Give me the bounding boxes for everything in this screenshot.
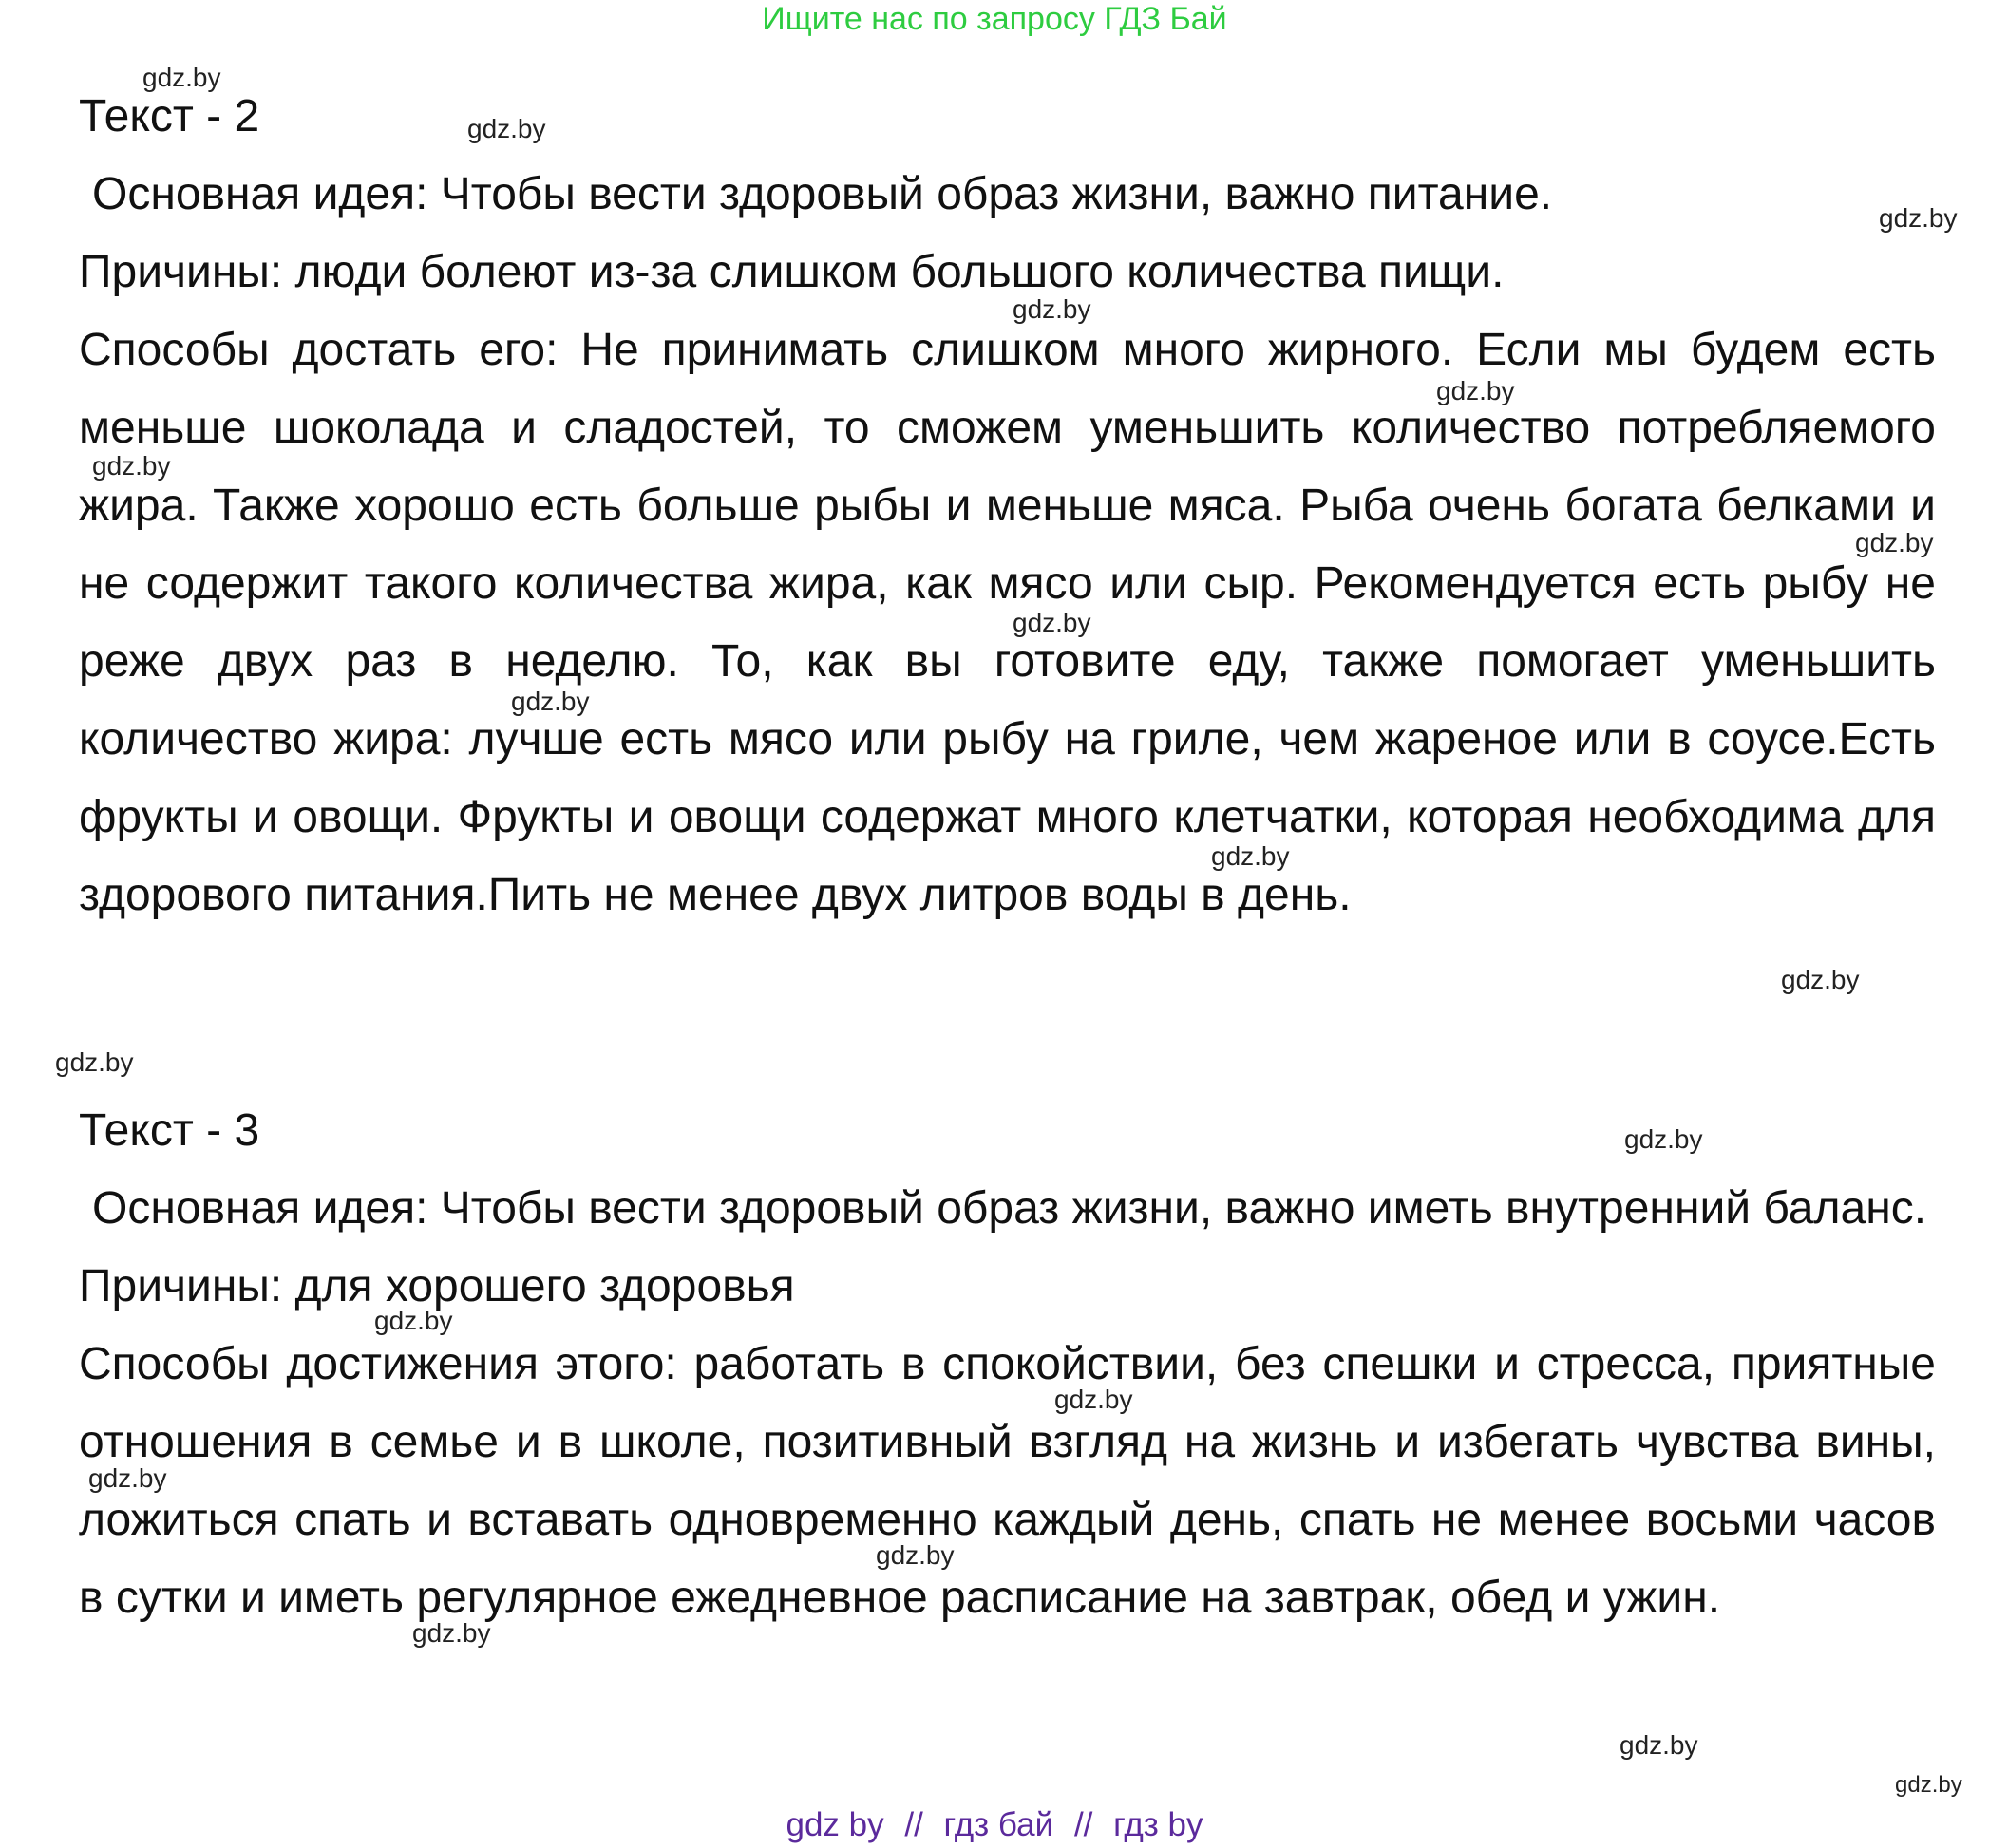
watermark: gdz.by xyxy=(1211,841,1290,871)
watermark: gdz.by xyxy=(1620,1730,1698,1760)
watermark: gdz.by xyxy=(142,63,221,92)
watermark: gdz.by xyxy=(88,1463,167,1493)
watermark: gdz.by xyxy=(412,1618,491,1648)
text-3-main-idea: Основная идея: Чтобы вести здоровый образ жизни, важно иметь внутренний баланс. xyxy=(92,1183,1927,1234)
footer-separator: // xyxy=(1073,1806,1093,1843)
watermark: gdz.by xyxy=(1436,376,1515,405)
text-3-heading: Текст - 3 xyxy=(79,1105,260,1156)
watermark: gdz.by xyxy=(1624,1124,1703,1154)
top-banner: Ищите нас по запросу ГДЗ Бай xyxy=(762,1,1227,37)
footer-link-gdz-bai[interactable]: гдз бай xyxy=(943,1806,1054,1843)
watermark: gdz.by xyxy=(1013,608,1091,637)
watermark: gdz.by xyxy=(1879,203,1958,233)
text-2-section xyxy=(79,78,1936,934)
watermark: gdz.by xyxy=(1013,294,1091,324)
text-3-methods: Способы достижения этого: работать в спокойствии, без спешки и стресса, приятные отношения в семье и в школе, позитивный взгляд на жизнь и избегать чувства вины, ложиться спать и вставать одновременно каждый день, спать не менее восьми часов в сутки и иметь регулярное ежедневное расписание на завтрак, обед и ужин. xyxy=(79,1339,1936,1623)
text-3-reasons: Причины: для хорошего здоровья xyxy=(79,1261,795,1311)
text-2-main-idea: Основная идея: Чтобы вести здоровый образ жизни, важно питание. xyxy=(92,169,1553,219)
footer-separator: // xyxy=(904,1806,923,1843)
watermark: gdz.by xyxy=(876,1540,955,1570)
watermark: gdz.by xyxy=(467,114,546,143)
watermark: gdz.by xyxy=(1054,1385,1133,1414)
text-2-reasons: Причины: люди болеют из-за слишком большого количества пищи. xyxy=(79,247,1505,297)
footer-link-gdz-by-cyr[interactable]: гдз by xyxy=(1113,1806,1203,1843)
watermark: gdz.by xyxy=(511,687,590,716)
watermark: gdz.by xyxy=(92,451,171,481)
watermark: gdz.by xyxy=(1855,528,1934,557)
watermark: gdz.by xyxy=(374,1306,453,1335)
watermark: gdz.by xyxy=(1895,1772,1962,1798)
watermark: gdz.by xyxy=(1781,965,1860,994)
footer-link-gdz-by[interactable]: gdz by xyxy=(786,1806,884,1843)
footer-links xyxy=(0,1806,1989,1844)
watermark: gdz.by xyxy=(55,1047,134,1077)
text-3-section xyxy=(79,1092,1936,1637)
text-2-heading: Текст - 2 xyxy=(79,91,260,141)
text-2-methods: Способы достать его: Не принимать слишком много жирного. Если мы будем есть меньше шоколада и сладостей, то сможем уменьшить количество потребляемого жира. Также хорошо есть больше рыбы и меньше мяса. Рыба очень богата белками и не содержит такого количества жира, как мясо или сыр. Рекомендуется есть рыбу не реже двух раз в неделю. То, как вы готовите еду, также помогает уменьшить количество жира: лучше есть мясо или рыбу на гриле, чем жареное или в соусе.Есть фрукты и овощи. Фрукты и овощи содержат много клетчатки, которая необходима для здорового питания.Пить не менее двух литров воды в день. xyxy=(79,325,1936,920)
